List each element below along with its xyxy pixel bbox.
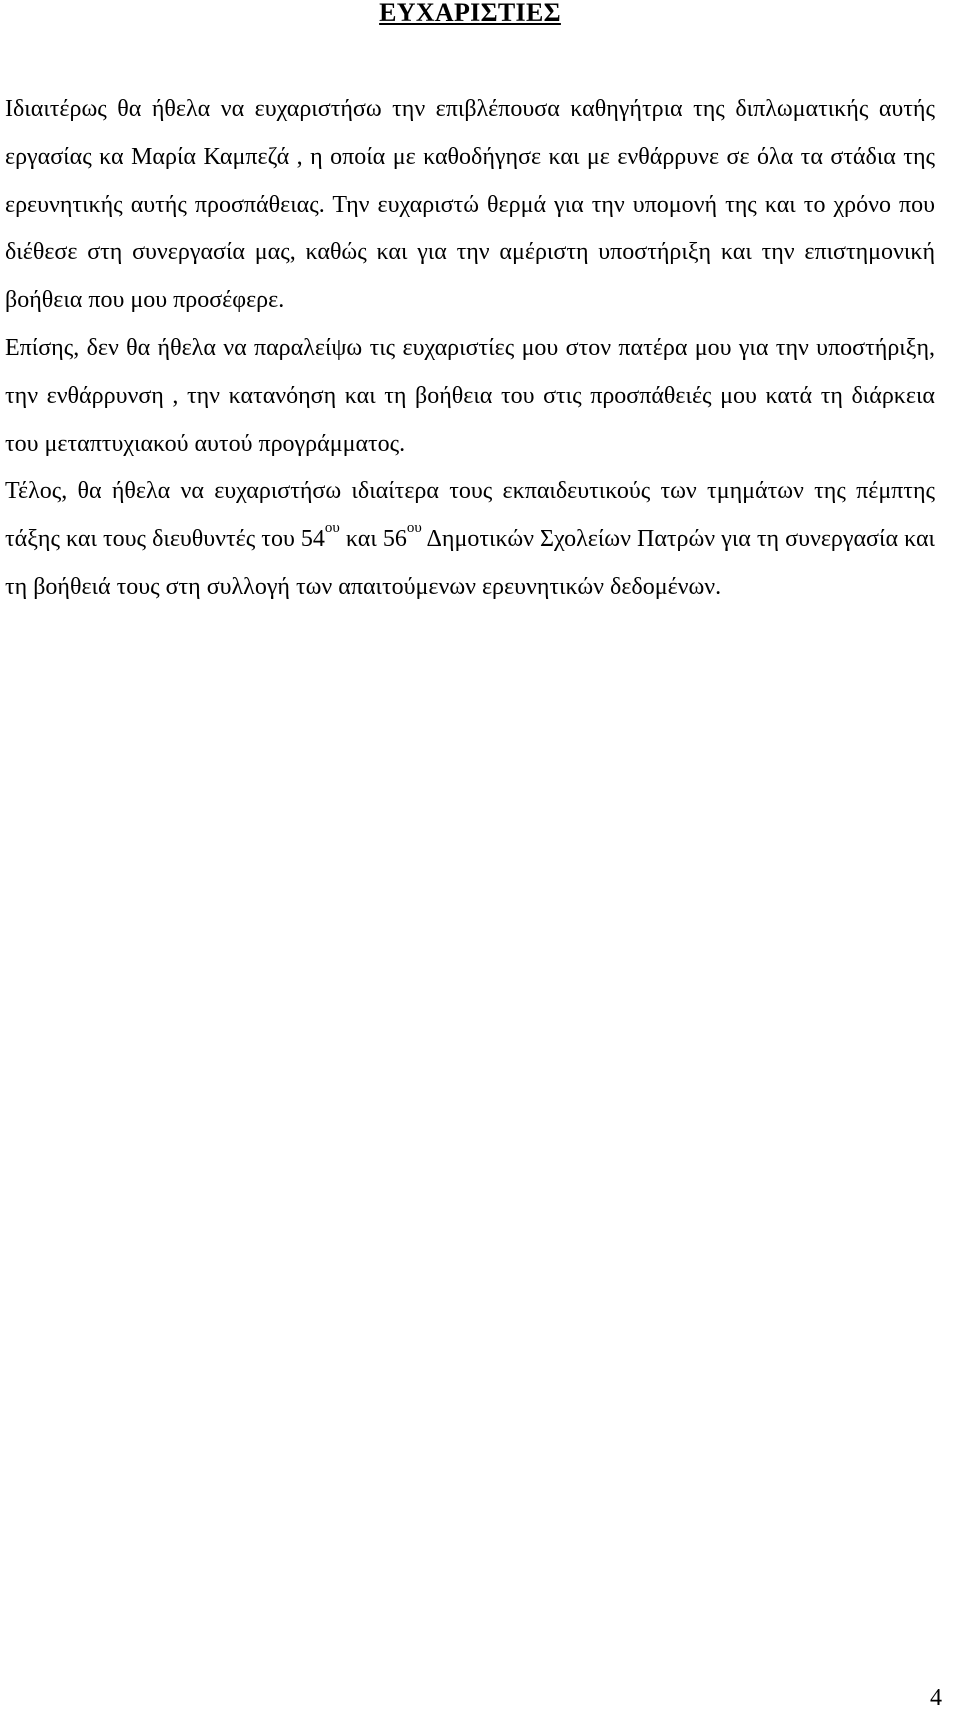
ordinal-superscript-2: ου (406, 520, 422, 537)
page-title: ΕΥΧΑΡΙΣΤΙΕΣ (379, 0, 561, 27)
body-text (5, 86, 935, 612)
paragraph-3 (5, 468, 935, 611)
ordinal-superscript-1: ου (324, 520, 340, 537)
paragraph-3-part-1: Τέλος, θα ήθελα να ευχαριστήσω ιδιαίτερα τους εκπαιδευτικούς των τμημάτων της πέμπτης τάξης και τους διευθυντές του 54 (5, 478, 935, 553)
paragraph-1: Ιδιαιτέρως θα ήθελα να ευχαριστήσω την επιβλέπουσα καθηγήτρια της διπλωματικής αυτής εργασίας κα Μαρία Καμπεζά , η οποία με καθοδήγησε και με ενθάρρυνε σε όλα τα στάδια της ερευνητικής αυτής προσπάθειας. Την ευχαριστώ θερμά για την υπομονή της και το χρόνο που διέθεσε στη συνεργασία μας, καθώς και για την αμέριστη υποστήριξη και την επιστημονική βοήθεια που μου προσέφερε. (5, 96, 935, 314)
paragraph-3-part-2: και 56 (339, 526, 407, 553)
paragraph-3-part-3: Δημοτικών Σχολείων Πατρών για τη συνεργασία και τη βοήθειά τους στη συλλογή των απαιτούμενων ερευνητικών δεδομένων. (5, 526, 935, 600)
page-number: 4 (930, 1685, 942, 1711)
paragraph-2: Επίσης, δεν θα ήθελα να παραλείψω τις ευχαριστίες μου στον πατέρα μου για την υποστήριξη, την ενθάρρυνση , την κατανόηση και τη βοήθεια του στις προσπάθειές μου κατά τη διάρκεια του μεταπτυχιακού αυτού προγράμματος. (5, 334, 935, 457)
document-page (5, 0, 935, 600)
